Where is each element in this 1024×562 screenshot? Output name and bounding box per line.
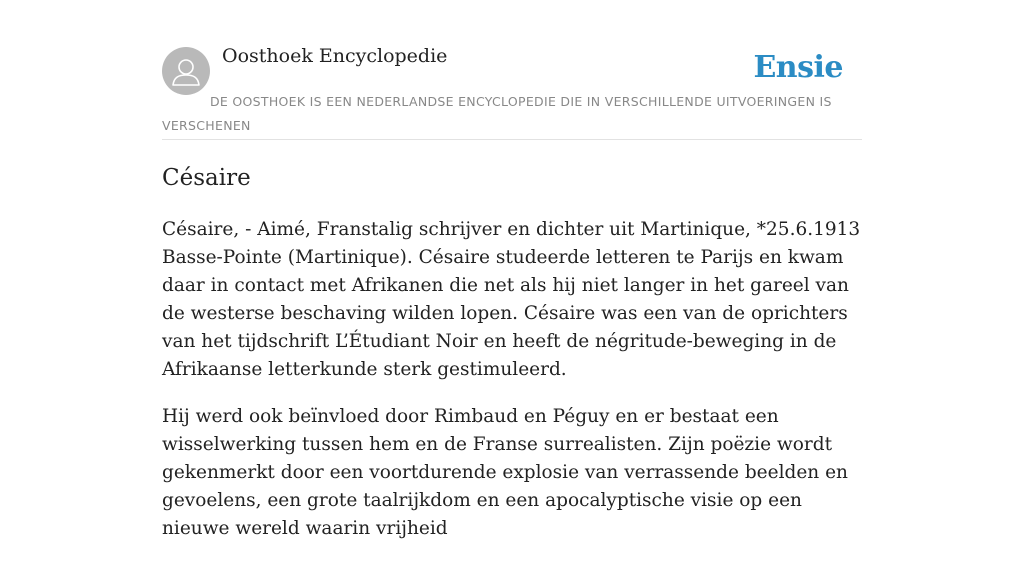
user-silhouette-icon — [162, 47, 210, 95]
site-tagline: DE OOSTHOEK IS EEN NEDERLANDSE ENCYCLOPEDIE DIE IN VERSCHILLENDE UITVOERINGEN IS VERSCHENEN — [162, 94, 832, 133]
site-name-link[interactable]: Oosthoek Encyclopedie — [222, 45, 448, 67]
article-title: Césaire — [162, 165, 251, 191]
avatar[interactable] — [162, 47, 210, 95]
header-divider — [162, 139, 862, 140]
article-paragraph: Hij werd ook beïnvloed door Rimbaud en Péguy en er bestaat een wisselwerking tussen hem en de Franse surrealisten. Zijn poëzie wordt gekenmerkt door een voortdurende explosie van verrassende beelden en gevoelens, een grote taalrijkdom en een apocalyptische visie op een nieuwe wereld waarin vrijheid — [162, 406, 848, 539]
article-paragraph: Césaire, - Aimé, Franstalig schrijver en dichter uit Martinique, *25.6.1913 Basse-Pointe (Martinique). Césaire studeerde letteren te Parijs en kwam daar in contact met Afrikanen die net als hij niet langer in het gareel van de westerse beschaving wilden lopen. Césaire was een van de oprichters van het tijdschrift L’Étudiant Noir en heeft de négritude-beweging in de Afrikaanse letterkunde sterk gestimuleerd. — [162, 219, 861, 380]
brand-logo[interactable]: Ensie — [753, 50, 843, 85]
article-body — [162, 216, 862, 562]
